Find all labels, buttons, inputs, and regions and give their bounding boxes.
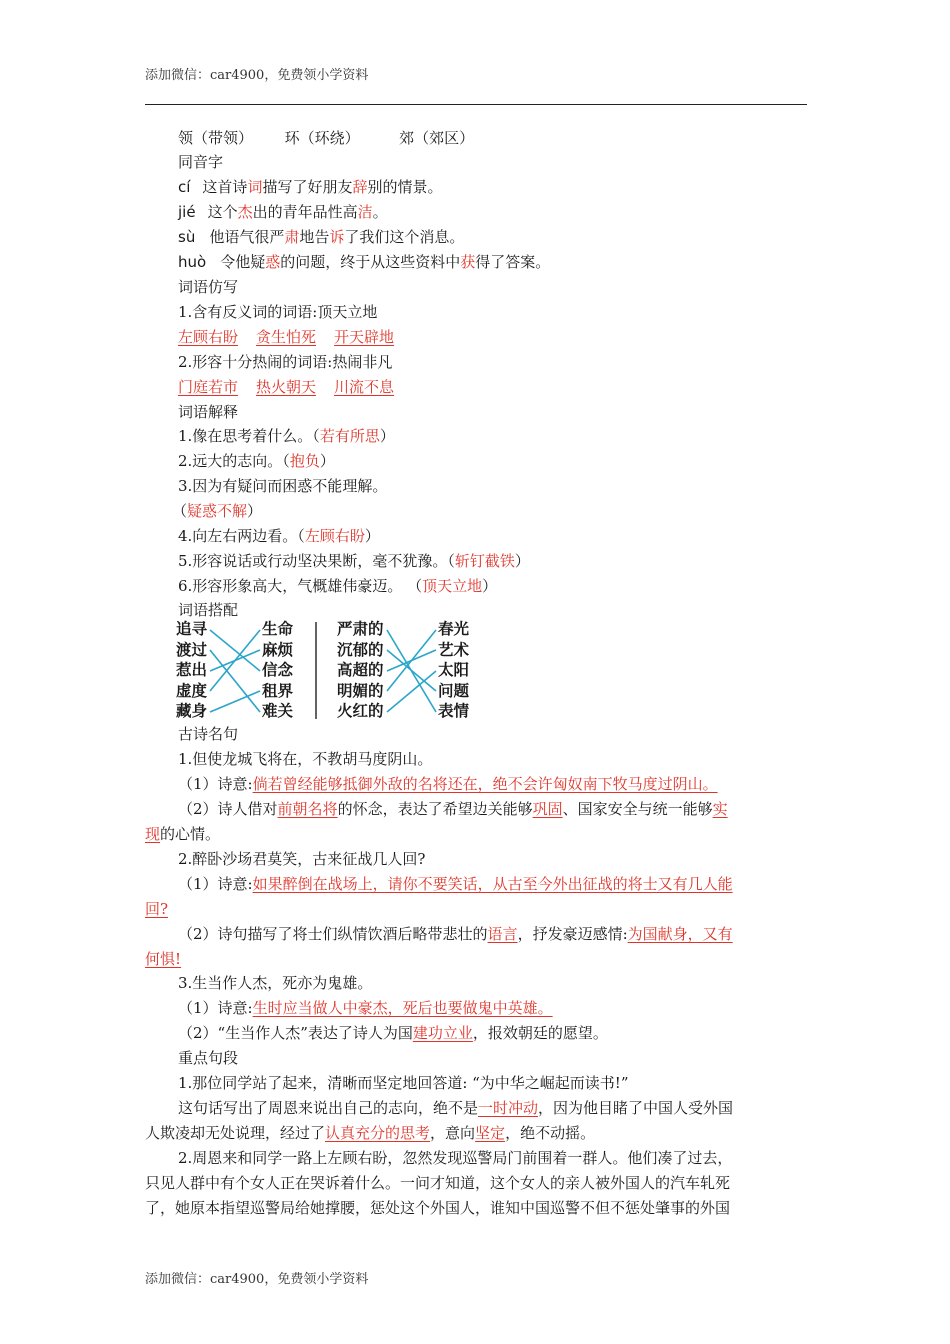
match-word: 明媚的 [337,680,384,700]
match-word: 追寻 [176,619,208,638]
match-word: 虚度 [176,680,208,700]
match-word: 难关 [262,701,294,720]
match-word: 艺术 [438,639,470,659]
highlight-char: 获 [460,253,476,271]
explain-item: 2.远大的志向。（抱负） [178,452,335,470]
key-paragraph: 只见人群中有个女人正在哭诉着什么。一问才知道，这个女人的亲人被外国人的汽车轧死 [145,1174,731,1192]
match-word: 生命 [262,619,294,638]
match-word: 高超的 [337,660,384,679]
poem-line: 2.醉卧沙场君莫笑，古来征战几人回? [178,850,426,868]
answer-text: 实 [712,800,728,818]
poem-meaning-cont [145,898,168,920]
match-word: 藏身 [176,701,208,720]
poem-line: 3.生当作人杰，死亦为鬼雄。 [178,974,373,992]
highlight-char: 辞 [352,178,368,196]
answer-word: 疑惑不解 [187,502,248,520]
page-header: 添加微信：car4900，免费领小学资料 [145,68,369,83]
answer-word: 顶天立地 [422,577,483,595]
answer-word: 抱负 [289,452,320,470]
answer-word: 门庭若市 [178,378,239,396]
answer-text: 何惧! [145,950,182,968]
match-line [387,671,436,712]
pinyin: sù [178,228,196,246]
section-title-matching: 词语搭配 [178,601,239,619]
match-word: 严肃的 [337,619,384,638]
match-word: 太阳 [438,660,470,679]
answer-word: 开天辟地 [334,328,395,346]
answer-row [178,326,394,348]
match-word: 问题 [438,680,470,700]
match-word: 春光 [438,619,470,638]
match-word: 火红的 [337,701,384,720]
key-sentence: 1.那位同学站了起来，清晰而坚定地回答道: “为中华之崛起而读书!” [178,1074,629,1092]
answer-text: 一时冲动 [478,1099,539,1117]
answer-text: 为国献身，又有 [627,925,733,943]
highlight-char: 诉 [329,228,345,246]
answer-text: 现 [145,825,161,843]
poem-feeling: （2）诗句描写了将士们纵情饮酒后略带悲壮的语言，抒发豪迈感情:为国献身，又有 [178,925,733,943]
match-word: 租界 [262,680,294,700]
answer-text: 巩固 [532,800,563,818]
section-title-key: 重点句段 [178,1049,239,1067]
match-line [387,650,436,691]
explain-item: 1.像在思考着什么。（若有所思） [178,427,395,445]
highlight-char: 杰 [237,203,253,221]
polyphone-item: 领（带领） [178,129,254,147]
polyphone-row [178,127,474,149]
pinyin: jié [178,203,196,221]
answer-text: 坚定 [475,1124,506,1142]
match-word: 信念 [262,660,294,679]
match-word: 麻烦 [262,639,294,659]
polyphone-item: 郊（郊区） [399,129,475,147]
homophone-row: jié 这个杰出的青年品性高洁。 [178,203,388,221]
poem-feeling: （2）诗人借对前朝名将的怀念，表达了希望边关能够巩固、国家安全与统一能够实 [178,800,728,818]
explain-item: 5.形容说话或行动坚决果断，毫不犹豫。（斩钉截铁） [178,552,530,570]
answer-word: 左顾右盼 [304,527,365,545]
answer-word: 左顾右盼 [178,328,239,346]
match-word: 渡过 [176,639,208,659]
answer-word: 若有所思 [319,427,380,445]
explain-item: （疑惑不解） [172,502,263,520]
answer-word: 斩钉截铁 [454,552,515,570]
answer-text: 语言 [487,925,518,943]
answer-word: 热火朝天 [256,378,317,396]
answer-text: 认真充分的思考 [325,1124,431,1142]
header-rule [145,104,807,105]
answer-text: 前朝名将 [277,800,338,818]
question: 2.形容十分热闹的词语:热闹非凡 [178,353,393,371]
matching-diagram [176,619,476,723]
match-word: 表情 [438,701,470,720]
explain-item: 6.形容形象高大，气概雄伟豪迈。 （顶天立地） [178,577,498,595]
pinyin: huò [178,253,207,271]
highlight-char: 肃 [284,228,300,246]
matching-lines [176,619,476,723]
highlight-char: 洁 [357,203,373,221]
highlight-char: 惑 [265,253,281,271]
answer-text: 回? [145,900,169,918]
answer-text: 如果醉倒在战场上，请你不要笑话，从古至今外出征战的将士又有几人能 [252,875,733,893]
key-paragraph: 2.周恩来和同学一路上左顾右盼，忽然发现巡警局门前围着一群人。他们凑了过去， [178,1149,733,1167]
section-title-poems: 古诗名句 [178,725,239,743]
polyphone-item: 环（环绕） [284,129,360,147]
explain-item: 4.向左右两边看。（左顾右盼） [178,527,380,545]
answer-word: 川流不息 [334,378,395,396]
poem-feeling-cont [145,948,181,970]
homophone-row: cí 这首诗词描写了好朋友辞别的情景。 [178,178,443,196]
homophone-row: huò 令他疑惑的问题，终于从这些资料中获得了答案。 [178,253,551,271]
key-comment: 这句话写出了周恩来说出自己的志向，绝不是一时冲动，因为他目睹了中国人受外国 [178,1099,734,1117]
match-word: 惹出 [176,660,208,679]
answer-word: 贪生怕死 [256,328,317,346]
question: 1.含有反义词的词语:顶天立地 [178,303,378,321]
section-title-imitation: 词语仿写 [178,278,239,296]
answer-text: 倘若曾经能够抵御外敌的名将还在，绝不会许匈奴南下牧马度过阴山。 [252,775,718,793]
poem-meaning: （1）诗意:倘若曾经能够抵御外敌的名将还在，绝不会许匈奴南下牧马度过阴山。 [178,775,718,793]
poem-line: 1.但使龙城飞将在，不教胡马度阴山。 [178,750,433,768]
match-word: 沉郁的 [337,639,384,659]
explain-item: 3.因为有疑问而困惑不能理解。 [178,477,388,495]
key-comment-cont: 人欺凌却无处说理，经过了认真充分的思考，意向坚定，绝不动摇。 [145,1124,596,1142]
answer-text: 建功立业 [412,1024,473,1042]
homophone-row: sù 他语气很严肃地告诉了我们这个消息。 [178,228,465,246]
section-title-homophones: 同音字 [178,153,224,171]
answer-text: 生时应当做人中豪杰，死后也要做鬼中英雄。 [252,999,553,1017]
poem-meaning: （1）诗意:生时应当做人中豪杰，死后也要做鬼中英雄。 [178,999,553,1017]
poem-feeling-cont: 现的心情。 [145,825,221,843]
match-line [210,630,260,671]
poem-feeling: （2）“生当作人杰”表达了诗人为国建功立业，报效朝廷的愿望。 [178,1024,608,1042]
highlight-char: 词 [247,178,263,196]
poem-meaning: （1）诗意:如果醉倒在战场上，请你不要笑话，从古至今外出征战的将士又有几人能 [178,875,733,893]
section-title-explain: 词语解释 [178,403,239,421]
page-footer: 添加微信：car4900，免费领小学资料 [145,1272,369,1287]
pinyin: cí [178,178,191,196]
match-line [387,630,436,691]
key-paragraph: 了，她原本指望巡警局给她撑腰，惩处这个外国人，谁知中国巡警不但不惩处肇事的外国 [145,1199,731,1217]
answer-row [178,376,394,398]
